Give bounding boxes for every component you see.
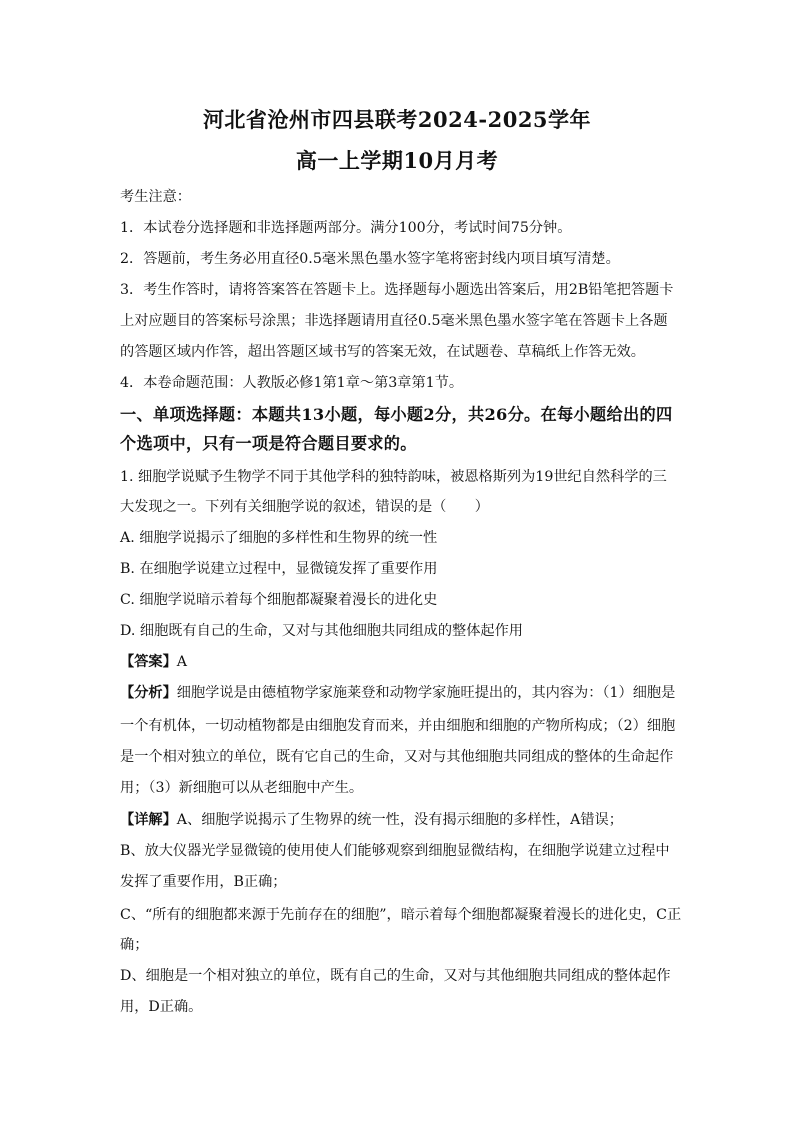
answer-tag: 【答案】 [120,654,177,670]
question1-option-b: B. 在细胞学说建立过程中，显微镜发挥了重要作用 [120,561,438,577]
notice-item-3-cont2: 的答题区域内作答，超出答题区域书写的答案无效，在试题卷、草稿纸上作答无效。 [120,344,645,360]
answer-line [120,652,680,672]
section-heading-line1: 一、单项选择题：本题共13小题，每小题2分，共26分。在每小题给出的四 [120,405,673,424]
analysis-tag: 【分析】 [120,685,177,701]
detail-tag: 【详解】 [120,812,177,828]
analysis-text-1: 细胞学说是由德植物学家施莱登和动物学家施旺提出的，其内容为：（1）细胞是 [176,685,676,701]
detail-line3: 发挥了重要作用，B正确； [120,874,287,890]
section-heading-line2: 个选项中，只有一项是符合题目要求的。 [120,434,417,453]
notice-heading: 考生注意： [120,189,191,205]
notice-item-4: 4．本卷命题范围：人教版必修1第1章～第3章第1节。 [120,375,464,391]
document-title-line2: 高一上学期10月月考 [295,148,499,173]
detail-line6: D、细胞是一个相对独立的单位，既有自己的生命，又对与其他细胞共同组成的整体起作 [120,968,671,984]
analysis-line4: 用；（3）新细胞可以从老细胞中产生。 [120,780,364,796]
detail-line4: C、“所有的细胞都来源于先前存在的细胞”，暗示着每个细胞都凝聚着漫长的进化史，C正 [120,907,682,923]
notice-item-1: 1．本试卷分选择题和非选择题两部分。满分100分，考试时间75分钟。 [120,220,572,236]
question1-option-c: C. 细胞学说暗示着每个细胞都凝聚着漫长的进化史 [120,592,438,608]
document-title-line1: 河北省沧州市四县联考2024-2025学年 [202,107,592,132]
question1-option-a: A. 细胞学说揭示了细胞的多样性和生物界的统一性 [120,530,438,546]
question1-stem-line1: 1. 细胞学说赋予生物学不同于其他学科的独特韵味，被恩格斯列为19世纪自然科学的三 [120,469,667,485]
detail-line7: 用，D正确。 [120,999,203,1015]
answer-value: A [176,654,188,670]
detail-text-1: A、细胞学说揭示了生物界的统一性，没有揭示细胞的多样性，A错误； [176,812,623,828]
detail-line2: B、放大仪器光学显微镜的使用使人们能够观察到细胞显微结构，在细胞学说建立过程中 [120,843,670,859]
detail-line1 [120,810,680,830]
analysis-line2: 一个有机体，一切动植物都是由细胞发育而来，并由细胞和细胞的产物所构成；（2）细胞 [120,718,676,734]
analysis-line3: 是一个相对独立的单位，既有它自己的生命，又对与其他细胞共同组成的整体的生命起作 [120,749,674,765]
analysis-line1 [120,683,680,703]
question1-stem-line2: 大发现之一。下列有关细胞学说的叙述，错误的是（ ） [120,499,489,515]
notice-item-3-cont1: 上对应题目的答案标号涂黑；非选择题请用直径0.5毫米黑色墨水签字笔在答题卡上各题 [120,313,668,329]
notice-item-2: 2．答题前，考生务必用直径0.5毫米黑色墨水签字笔将密封线内项目填写清楚。 [120,251,620,267]
notice-item-3: 3．考生作答时，请将答案答在答题卡上。选择题每小题选出答案后，用2B铅笔把答题卡 [120,282,674,298]
detail-line5: 确； [120,937,149,953]
question1-option-d: D. 细胞既有自己的生命，又对与其他细胞共同组成的整体起作用 [120,623,523,639]
